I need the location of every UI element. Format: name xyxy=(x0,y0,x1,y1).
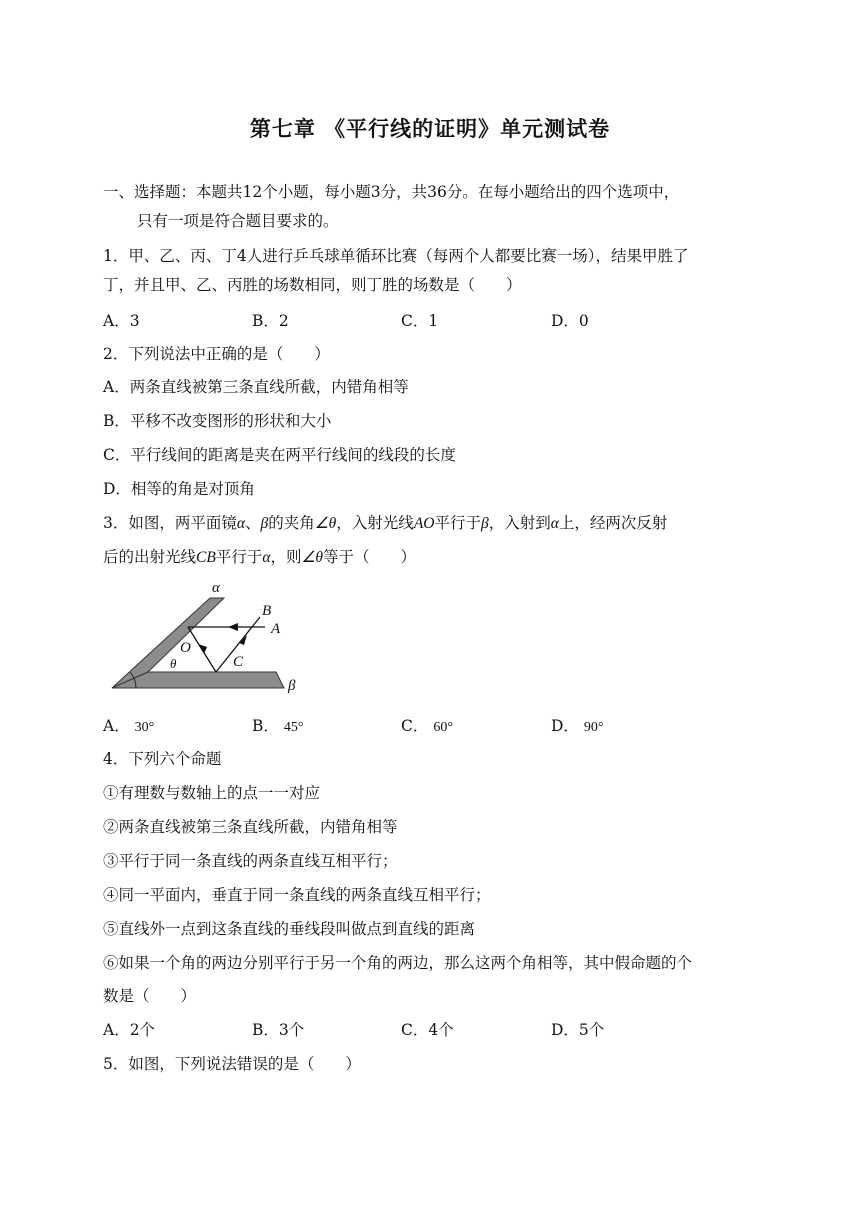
q4-item-3: ③平行于同一条直线的两条直线互相平行； xyxy=(103,852,398,870)
q3-text-part: 上，经两次反射 xyxy=(558,514,668,532)
q1-option-d: D．0 xyxy=(551,312,589,330)
label-o: O xyxy=(180,640,191,656)
q4-option-b: B．3个 xyxy=(252,1021,305,1039)
q4-item-4: ④同一平面内，垂直于同一条直线的两条直线互相平行； xyxy=(103,886,491,904)
mirror-reflection-figure xyxy=(100,580,310,695)
beta-symbol: β xyxy=(260,515,269,532)
angle-theta-symbol: ∠θ xyxy=(301,549,324,566)
q1-option-b: B．2 xyxy=(252,312,289,330)
q3-text-part: 的夹角 xyxy=(268,514,315,532)
q3-stem-line2 xyxy=(103,546,416,569)
arrow-head-icon xyxy=(198,644,207,654)
angle-theta-symbol: ∠θ xyxy=(314,515,337,532)
q1-stem-line1: 1．甲、乙、丙、丁4人进行乒乓球单循环比赛（每两个人都要比赛一场），结果甲胜了 xyxy=(103,247,689,265)
q4-stem-tail: 数是（ ） xyxy=(103,987,197,1005)
q3-text-part: 等于（ ） xyxy=(323,548,417,566)
label-beta: β xyxy=(288,678,296,694)
q2-stem: 2．下列说法中正确的是（ ） xyxy=(103,345,330,363)
q4-item-2: ②两条直线被第三条直线所截，内错角相等 xyxy=(103,818,398,836)
page-title: 第七章 《平行线的证明》单元测试卷 xyxy=(249,116,611,141)
q2-option-a: A．两条直线被第三条直线所截，内错角相等 xyxy=(103,378,409,396)
ray-ao-label: AO xyxy=(413,515,435,532)
alpha-symbol: α xyxy=(262,549,271,566)
label-theta: θ xyxy=(170,656,177,671)
q4-option-c: C．4个 xyxy=(401,1021,454,1039)
q3-text-part: ，入射到 xyxy=(488,514,551,532)
ray-cb-label: CB xyxy=(196,549,216,566)
q3-text-part: ，入射光线 xyxy=(336,514,414,532)
q5-stem: 5．如图，下列说法错误的是（ ） xyxy=(103,1055,361,1073)
alpha-symbol: α xyxy=(550,515,559,532)
q3-option-b: B． 45° xyxy=(252,717,304,735)
alpha-symbol: α xyxy=(236,515,246,532)
q4-option-a: A．2个 xyxy=(103,1021,156,1039)
q3-text-part: 平行于 xyxy=(434,514,481,532)
label-a: A xyxy=(271,621,281,637)
q3-option-a: A． 30° xyxy=(103,717,155,735)
q3-text-part: 、 xyxy=(245,514,261,532)
q4-item-1: ①有理数与数轴上的点一一对应 xyxy=(103,784,321,802)
beta-symbol: β xyxy=(481,515,489,532)
q3-text-part: 3．如图，两平面镜 xyxy=(103,514,237,532)
q3-text-part: ，则 xyxy=(270,548,302,566)
q3-text-part: 平行于 xyxy=(215,548,263,566)
section-instructions-line2: 只有一项是符合题目要求的。 xyxy=(137,212,339,230)
arrow-head-icon xyxy=(239,635,247,645)
q3-option-c: C． 60° xyxy=(401,717,453,735)
q4-stem: 4．下列六个命题 xyxy=(103,750,222,768)
q4-item-5: ⑤直线外一点到这条直线的垂线段叫做点到直线的距离 xyxy=(103,920,476,938)
q3-text-part: 后的出射光线 xyxy=(103,548,197,566)
q3-stem-line1 xyxy=(103,512,667,535)
q1-option-a: A．3 xyxy=(103,312,140,330)
q3-option-d: D． 90° xyxy=(551,717,604,735)
q2-option-c: C．平行线间的距离是夹在两平行线间的线段的长度 xyxy=(103,446,456,464)
q4-item-6: ⑥如果一个角的两边分别平行于另一个角的两边，那么这两个角相等，其中假命题的个 xyxy=(103,954,693,972)
label-b: B xyxy=(262,603,272,619)
label-c: C xyxy=(233,654,244,670)
q2-option-b: B．平移不改变图形的形状和大小 xyxy=(103,412,332,430)
q4-option-d: D．5个 xyxy=(551,1021,605,1039)
q1-option-c: C．1 xyxy=(401,312,439,330)
arrow-head-icon xyxy=(228,623,238,631)
section-instructions-line1: 一、选择题：本题共12个小题，每小题3分，共36分。在每小题给出的四个选项中， xyxy=(103,183,680,201)
q2-option-d: D．相等的角是对顶角 xyxy=(103,480,255,498)
label-alpha: α xyxy=(212,580,220,596)
q1-stem-line2: 丁，并且甲、乙、丙胜的场数相同，则丁胜的场数是（ ） xyxy=(103,276,522,294)
